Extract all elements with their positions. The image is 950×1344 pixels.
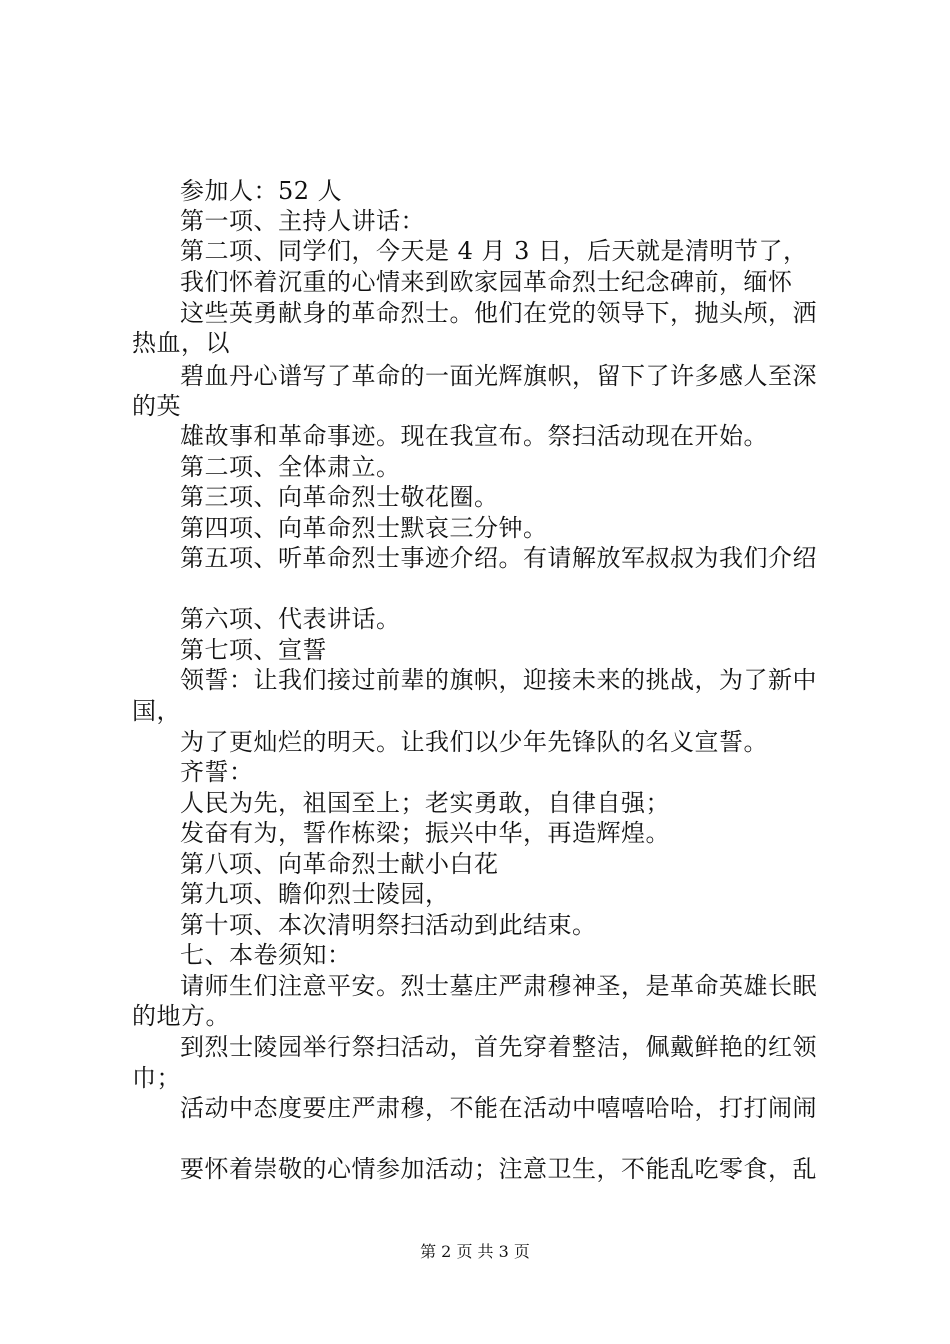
text-line: 第二项、同学们，今天是 4 月 3 日，后天就是清明节了， — [180, 237, 808, 265]
text-line: 雄故事和革命事迹。现在我宣布。祭扫活动现在开始。 — [180, 422, 768, 450]
text-line: 领誓：让我们接过前辈的旗帜，迎接未来的挑战，为了新中 — [180, 666, 817, 694]
text-line: 请师生们注意平安。烈士墓庄严肃穆神圣，是革命英雄长眠 — [180, 972, 817, 1000]
text-line: 第五项、听革命烈士事迹介绍。有请解放军叔叔为我们介绍 — [180, 544, 817, 572]
text-line: 人民为先，祖国至上；老实勇敢，自律自强； — [180, 789, 670, 817]
text-line: 这些英勇献身的革命烈士。他们在党的领导下，抛头颅，洒 — [180, 299, 817, 327]
text-line: 参加人：52 人 — [180, 177, 343, 205]
text-line: 第七项、宣誓 — [180, 636, 327, 664]
text-line: 活动中态度要庄严肃穆，不能在活动中嘻嘻哈哈，打打闹闹 — [180, 1094, 817, 1122]
text-line: 第四项、向革命烈士默哀三分钟。 — [180, 514, 548, 542]
text-line: 第九项、瞻仰烈士陵园， — [180, 880, 450, 908]
text-line: 巾； — [132, 1064, 181, 1092]
text-line: 要怀着崇敬的心情参加活动；注意卫生，不能乱吃零食，乱 — [180, 1155, 817, 1183]
text-line: 第一项、主持人讲话： — [180, 207, 425, 235]
text-line: 我们怀着沉重的心情来到欧家园革命烈士纪念碑前，缅怀 — [180, 268, 793, 296]
text-line: 的地方。 — [132, 1002, 230, 1030]
text-line: 齐誓： — [180, 758, 254, 786]
text-line: 发奋有为，誓作栋梁；振兴中华，再造辉煌。 — [180, 819, 670, 847]
text-line: 七、本卷须知： — [180, 941, 352, 969]
text-line: 到烈士陵园举行祭扫活动，首先穿着整洁，佩戴鲜艳的红领 — [180, 1033, 817, 1061]
page-number-footer: 第 2 页 共 3 页 — [420, 1242, 530, 1261]
text-line: 第三项、向革命烈士敬花圈。 — [180, 483, 499, 511]
text-line: 国， — [132, 697, 181, 725]
text-line: 第八项、向革命烈士献小白花 — [180, 850, 499, 878]
text-line: 第六项、代表讲话。 — [180, 605, 401, 633]
text-line: 为了更灿烂的明天。让我们以少年先锋队的名义宣誓。 — [180, 728, 768, 756]
text-line: 第二项、全体肃立。 — [180, 453, 401, 481]
text-line: 第十项、本次清明祭扫活动到此结束。 — [180, 911, 597, 939]
text-line: 的英 — [132, 392, 181, 420]
text-line: 碧血丹心谱写了革命的一面光辉旗帜，留下了许多感人至深 — [180, 362, 817, 390]
text-line: 热血，以 — [132, 329, 230, 357]
